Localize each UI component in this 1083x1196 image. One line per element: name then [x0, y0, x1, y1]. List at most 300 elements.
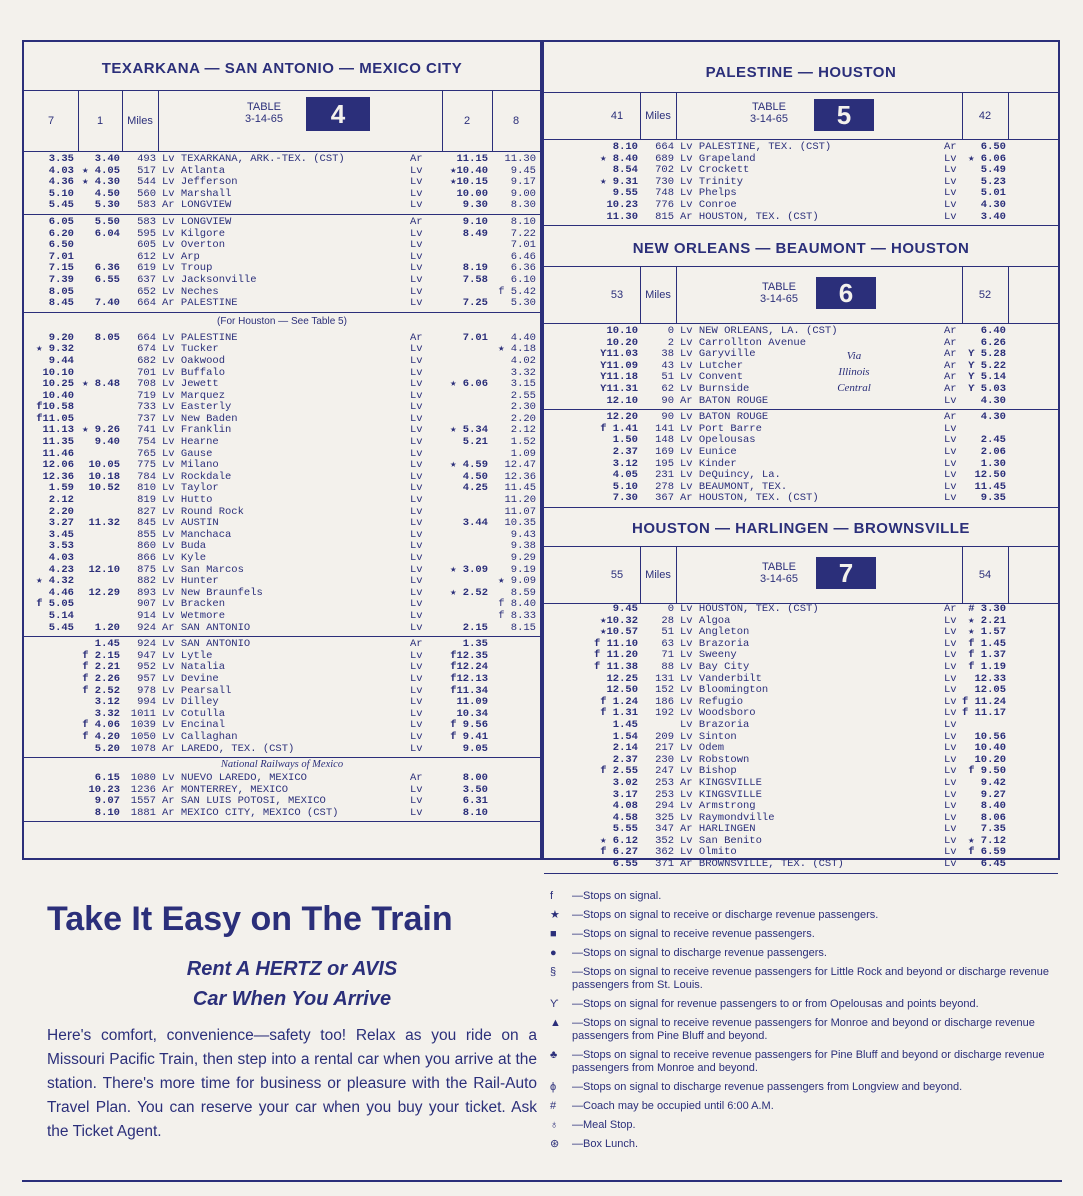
cell: 10.20: [606, 336, 638, 349]
table-row: [24, 530, 540, 542]
cell: 907: [137, 598, 156, 611]
legend-symbol: ♣: [550, 1049, 558, 1061]
cell: 637: [137, 273, 156, 286]
cell: 4.30: [980, 411, 1006, 424]
note-houston: (For Houston — See Table 5): [217, 315, 347, 327]
cell: Lv: [410, 730, 423, 743]
cell: 748: [655, 187, 674, 200]
cell: 701: [137, 366, 156, 379]
cell: Lv Algoa: [680, 614, 731, 627]
cell: Lv Taylor: [162, 482, 219, 495]
legend-text: —Stops on signal to receive revenue passengers for Little Rock and beyond or discharge revenue passengers from St. Louis.: [572, 966, 1049, 991]
table-5-number: 5: [814, 99, 874, 131]
cell: 815: [655, 210, 674, 223]
cell: Lv Cotulla: [162, 707, 226, 720]
cell: 10.00: [456, 187, 488, 200]
cell: 9.35: [980, 492, 1006, 505]
cell: ★ 8.40: [600, 152, 638, 165]
cell: Lv: [410, 262, 423, 275]
cell: Lv: [944, 422, 957, 435]
cell: ϒ 5.14: [968, 371, 1006, 384]
cell: ★10.32: [600, 614, 638, 627]
cell: 62: [661, 382, 674, 395]
cell: Lv BEAUMONT, TEX.: [680, 480, 788, 493]
cell: Lv Milano: [162, 459, 219, 472]
cell: 230: [655, 753, 674, 766]
cell: Ar KINGSVILLE: [680, 776, 762, 789]
cell: Lv: [410, 528, 423, 541]
cell: 278: [655, 480, 674, 493]
cell: Lv Arp: [162, 250, 200, 263]
cell: ★ 5.34: [450, 424, 488, 437]
cell: f 8.40: [498, 598, 536, 611]
row-group: [544, 140, 1058, 226]
cell: f 2.26: [82, 672, 120, 685]
cell: 595: [137, 227, 156, 240]
cell: 71: [661, 649, 674, 662]
cell: 7.25: [462, 297, 488, 310]
cell: 6.45: [980, 858, 1006, 871]
cell: 5.30: [510, 297, 536, 310]
cell: 5.45: [48, 199, 74, 212]
cell: 11.20: [504, 494, 536, 507]
promo-body: Here's comfort, convenience—safety too! Relax as you ride on a Missouri Pacific Train, then step into a rental car when you arrive at the station. There's more time for business or pleasure with the Rail-Auto Travel Plan. You can reserve your car when you buy your ticket. Ask the Ticket Agent.: [47, 1027, 537, 1140]
legend-text: —Box Lunch.: [572, 1138, 639, 1150]
promo-title: Take It Easy on The Train: [47, 900, 453, 938]
cell: Lv: [410, 436, 423, 449]
cell: 9.17: [510, 176, 536, 189]
col-train-54: 54: [962, 547, 1009, 603]
cell: Lv Tucker: [162, 343, 219, 356]
cell: Lv: [410, 719, 423, 732]
cell: 6.05: [48, 215, 74, 228]
table-date: 3-14-65: [245, 113, 283, 125]
cell: ★10.57: [600, 626, 638, 639]
cell: 10.18: [88, 470, 120, 483]
cell: Lv: [944, 800, 957, 813]
col-miles: Miles: [640, 547, 677, 603]
cell: 12.50: [974, 469, 1006, 482]
cell: 6.55: [94, 273, 120, 286]
cell: Lv: [410, 586, 423, 599]
cell: f 2.21: [82, 661, 120, 674]
cell: Lv: [410, 227, 423, 240]
cell: 347: [655, 823, 674, 836]
cell: 5.10: [48, 187, 74, 200]
cell: Lv: [410, 285, 423, 298]
cell: Ar: [944, 371, 957, 384]
cell: 10.10: [42, 366, 74, 379]
cell: ★ 7.12: [968, 834, 1006, 847]
cell: 5.49: [980, 164, 1006, 177]
cell: 9.43: [510, 528, 536, 541]
cell: 10.10: [606, 325, 638, 337]
table-word: TABLE: [246, 101, 282, 113]
via-illinois-central: [824, 348, 884, 396]
cell: Lv Phelps: [680, 187, 737, 200]
table-6-number: 6: [816, 277, 876, 309]
cell: 9.42: [980, 776, 1006, 789]
cell: 1.50: [612, 434, 638, 447]
cell: ϒ 5.22: [968, 359, 1006, 372]
cell: 5.01: [980, 187, 1006, 200]
cell: Lv KINGSVILLE: [680, 788, 762, 801]
cell: 6.36: [510, 262, 536, 275]
cell: Lv: [944, 626, 957, 639]
cell: Lv: [410, 742, 423, 755]
bottom-rule: [22, 1180, 1062, 1182]
cell: Lv Lutcher: [680, 359, 744, 372]
cell: 11.30: [504, 153, 536, 165]
table-row: [24, 275, 540, 287]
cell: ★ 6.06: [450, 378, 488, 391]
cell: ϒ11.18: [600, 371, 638, 384]
cell: 8.06: [980, 811, 1006, 824]
table-row: [24, 599, 540, 611]
cell: Lv Overton: [162, 239, 226, 252]
cell: 2.14: [612, 742, 638, 755]
cell: Ar: [944, 325, 957, 337]
cell: 3.44: [462, 517, 488, 530]
table-5-label: [729, 101, 809, 125]
cell: 3.32: [510, 366, 536, 379]
cell: 11.15: [456, 153, 488, 165]
table-6-title: NEW ORLEANS — BEAUMONT — HOUSTON: [632, 240, 970, 257]
legend-item: [550, 1100, 1050, 1113]
table-word: TABLE: [761, 561, 797, 573]
legend-symbol: #: [550, 1100, 557, 1112]
cell: Lv Hutto: [162, 494, 213, 507]
cell: 882: [137, 575, 156, 588]
cell: Lv Garyville: [680, 348, 756, 361]
legend-item: [550, 947, 1050, 960]
legend-item: [550, 1017, 1050, 1043]
table-row: [24, 553, 540, 565]
cell: 11.30: [606, 210, 638, 223]
cell: Lv: [944, 695, 957, 708]
cell: Lv: [944, 660, 957, 673]
table-row: [544, 743, 1058, 755]
cell: Lv Easterly: [162, 401, 232, 414]
legend-symbol: ϕ: [550, 1081, 557, 1093]
cell: Lv DeQuincy, La.: [680, 469, 781, 482]
cell: Lv: [410, 354, 423, 367]
legend-item: [550, 1049, 1050, 1075]
cell: Lv: [944, 846, 957, 859]
cell: 652: [137, 285, 156, 298]
cell: Lv Jefferson: [162, 176, 238, 189]
table-row: [544, 604, 1058, 616]
cell: 8.45: [48, 297, 74, 310]
cell: Lv: [944, 707, 957, 720]
table-row: [24, 356, 540, 368]
cell: Lv: [410, 494, 423, 507]
table-4-rows: [24, 152, 540, 822]
cell: 664: [137, 331, 156, 344]
cell: Lv: [944, 788, 957, 801]
cell: f11.05: [36, 412, 74, 425]
cell: 3.15: [510, 378, 536, 391]
cell: Lv Gause: [162, 447, 213, 460]
cell: Lv: [410, 389, 423, 402]
cell: 9.10: [462, 215, 488, 228]
cell: 1.30: [980, 457, 1006, 470]
cell: Lv: [410, 412, 423, 425]
cell: Lv: [410, 598, 423, 611]
cell: Ar: [410, 331, 423, 344]
cell: f 1.37: [968, 649, 1006, 662]
table-row: [24, 674, 540, 686]
col-miles: Miles: [640, 93, 677, 139]
table-7-label: [739, 561, 819, 585]
cell: 754: [137, 436, 156, 449]
cell: ★ 9.09: [498, 575, 536, 588]
cell: f 11.24: [962, 695, 1007, 708]
cell: Lv Lytle: [162, 649, 213, 662]
table-row: [24, 391, 540, 403]
cell: ★ 9.26: [82, 424, 120, 437]
cell: 1.45: [94, 638, 120, 651]
cell: 12.29: [88, 586, 120, 599]
cell: 247: [655, 765, 674, 778]
table-row: [24, 154, 540, 166]
cell: 8.15: [510, 621, 536, 634]
cell: 7.01: [462, 331, 488, 344]
cell: Lv NUEVO LAREDO, MEXICO: [162, 772, 307, 785]
cell: 12.36: [504, 470, 536, 483]
cell: f 9.50: [968, 765, 1006, 778]
legend-symbol: ▲: [550, 1017, 561, 1029]
cell: Lv BATON ROUGE: [680, 411, 769, 424]
cell: 776: [655, 198, 674, 211]
cell: Ar: [410, 772, 423, 785]
cell: 0: [667, 603, 674, 615]
cell: f 11.10: [594, 637, 639, 650]
cell: ϒ 5.28: [968, 348, 1006, 361]
cell: Lv: [410, 297, 423, 310]
cell: 4.03: [48, 552, 74, 564]
cell: f 1.19: [968, 660, 1006, 673]
table-row: [24, 623, 540, 635]
cell: 2.45: [980, 434, 1006, 447]
cell: 6.20: [48, 227, 74, 240]
cell: Lv Round Rock: [162, 505, 244, 518]
cell: 12.33: [974, 672, 1006, 685]
cell: Lv Buda: [162, 540, 207, 553]
cell: Lv: [410, 482, 423, 495]
cell: 253: [655, 788, 674, 801]
legend-symbol: ϒ: [550, 998, 559, 1010]
cell: 737: [137, 412, 156, 425]
cell: ★ 2.21: [968, 614, 1006, 627]
cell: 6.50: [980, 141, 1006, 153]
cell: ★ 9.31: [600, 175, 638, 188]
cell: f 11.17: [962, 707, 1007, 720]
cell: 4.05: [612, 469, 638, 482]
cell: 664: [655, 141, 674, 153]
cell: Lv Woodsboro: [680, 707, 756, 720]
cell: 192: [655, 707, 674, 720]
table-row: [24, 541, 540, 553]
table-5-header: [544, 92, 1058, 140]
cell: 186: [655, 695, 674, 708]
cell: 1039: [130, 719, 156, 732]
cell: Lv Kinder: [680, 457, 737, 470]
cell: 8.40: [980, 800, 1006, 813]
cell: Ar MEXICO CITY, MEXICO (CST): [162, 806, 339, 819]
legend-text: —Stops on signal to discharge revenue passengers.: [572, 947, 827, 959]
cell: 8.00: [462, 772, 488, 785]
cell: ★ 1.57: [968, 626, 1006, 639]
table-row: [544, 412, 1058, 424]
cell: Lv Sweeny: [680, 649, 737, 662]
cell: Lv New Braunfels: [162, 586, 263, 599]
cell: 784: [137, 470, 156, 483]
legend-text: —Stops on signal to receive revenue passengers.: [572, 928, 815, 940]
cell: f 2.52: [82, 684, 120, 697]
legend-text: —Stops on signal.: [572, 890, 662, 902]
cell: 3.17: [612, 788, 638, 801]
cell: 605: [137, 239, 156, 252]
table-row: [24, 298, 540, 310]
row-group: [24, 637, 540, 758]
cell: Lv: [410, 696, 423, 709]
legend-item: [550, 928, 1050, 941]
cell: Lv: [410, 250, 423, 263]
table-7-header: [544, 546, 1058, 604]
cell: 2.20: [510, 412, 536, 425]
cell: 4.40: [510, 331, 536, 344]
legend-text: —Stops on signal to receive revenue passengers for Pine Bluff and beyond or discharge revenue passengers from Monroe and beyond.: [572, 1049, 1045, 1074]
cell: Lv Jacksonville: [162, 273, 257, 286]
cell: 9.40: [94, 436, 120, 449]
cell: 325: [655, 811, 674, 824]
cell: 6.40: [980, 325, 1006, 337]
cell: Lv: [410, 661, 423, 674]
legend-item: [550, 909, 1050, 922]
cell: 12.06: [42, 459, 74, 472]
cell: 1.54: [612, 730, 638, 743]
cell: 11.46: [42, 447, 74, 460]
table-6-rows: [544, 324, 1058, 508]
cell: 8.30: [510, 199, 536, 212]
cell: 9.29: [510, 552, 536, 564]
cell: Lv: [944, 164, 957, 177]
cell: 1557: [130, 795, 156, 808]
cell: 10.25: [42, 378, 74, 391]
cell: 43: [661, 359, 674, 372]
cell: 8.05: [48, 285, 74, 298]
cell: 664: [137, 297, 156, 310]
cell: 775: [137, 459, 156, 472]
cell: 7.35: [980, 823, 1006, 836]
cell: 11.35: [42, 436, 74, 449]
cell: Lv Vanderbilt: [680, 672, 762, 685]
table-row: [544, 326, 1058, 338]
cell: ★ 4.32: [36, 575, 74, 588]
cell: ★ 4.05: [82, 164, 120, 177]
legend-item: [550, 1081, 1050, 1094]
table-row: [544, 447, 1058, 459]
cell: Lv: [944, 684, 957, 697]
cell: ★ 9.32: [36, 343, 74, 356]
col-miles: Miles: [640, 267, 677, 323]
table-row: [24, 744, 540, 756]
table-row: [544, 720, 1058, 732]
cell: Ar: [944, 603, 957, 615]
cell: 2.55: [510, 389, 536, 402]
cell: Lv Jewett: [162, 378, 219, 391]
cell: ϒ 5.03: [968, 382, 1006, 395]
table-row: [544, 396, 1058, 408]
cell: Ar SAN ANTONIO: [162, 621, 251, 634]
col-train-52: 52: [962, 267, 1009, 323]
table-4-label: [224, 101, 304, 125]
cell: 5.23: [980, 175, 1006, 188]
legend-item: [550, 998, 1050, 1011]
legend-item: [550, 1119, 1050, 1132]
cell: f 1.31: [600, 707, 638, 720]
cell: Lv New Baden: [162, 412, 238, 425]
row-group: [544, 410, 1058, 508]
cell: f11.34: [450, 684, 488, 697]
cell: 9.20: [48, 331, 74, 344]
cell: 4.03: [48, 164, 74, 177]
cell: 4.25: [462, 482, 488, 495]
cell: Lv: [944, 175, 957, 188]
legend-text: —Stops on signal to discharge revenue passengers from Longview and beyond.: [572, 1081, 963, 1093]
cell: Ar HOUSTON, TEX. (CST): [680, 492, 819, 505]
cell: Lv Burnside: [680, 382, 750, 395]
cell: 1.09: [510, 447, 536, 460]
legend-symbol: ♁: [550, 1119, 559, 1131]
table-6-label: [739, 281, 819, 305]
cell: 924: [137, 621, 156, 634]
cell: 10.56: [974, 730, 1006, 743]
cell: 6.50: [48, 239, 74, 252]
cell: 2.12: [48, 494, 74, 507]
cell: 8.10: [510, 215, 536, 228]
table-row: [24, 379, 540, 391]
cell: 4.30: [980, 198, 1006, 211]
cell: 5.10: [612, 480, 638, 493]
cell: 12.05: [974, 684, 1006, 697]
cell: Lv: [410, 401, 423, 414]
cell: 90: [661, 411, 674, 424]
cell: f 11.20: [594, 649, 639, 662]
cell: f12.35: [450, 649, 488, 662]
cell: 2.06: [980, 445, 1006, 458]
row-group: [24, 215, 540, 313]
cell: 11.07: [504, 505, 536, 518]
cell: 12.20: [606, 411, 638, 424]
cell: 924: [137, 638, 156, 651]
cell: 6.31: [462, 795, 488, 808]
cell: Lv: [410, 552, 423, 564]
legend-item: [550, 966, 1050, 992]
cell: Lv: [944, 187, 957, 200]
col-train-2: 2: [442, 91, 493, 151]
cell: 217: [655, 742, 674, 755]
cell: 1.35: [462, 638, 488, 651]
row-group: [24, 331, 540, 637]
legend-symbol: ★: [550, 909, 560, 921]
cell: Lv LONGVIEW: [162, 215, 232, 228]
table-row: [24, 565, 540, 577]
cell: Ar: [944, 359, 957, 372]
table-5-title: PALESTINE — HOUSTON: [705, 64, 897, 81]
cell: Lv: [944, 152, 957, 165]
